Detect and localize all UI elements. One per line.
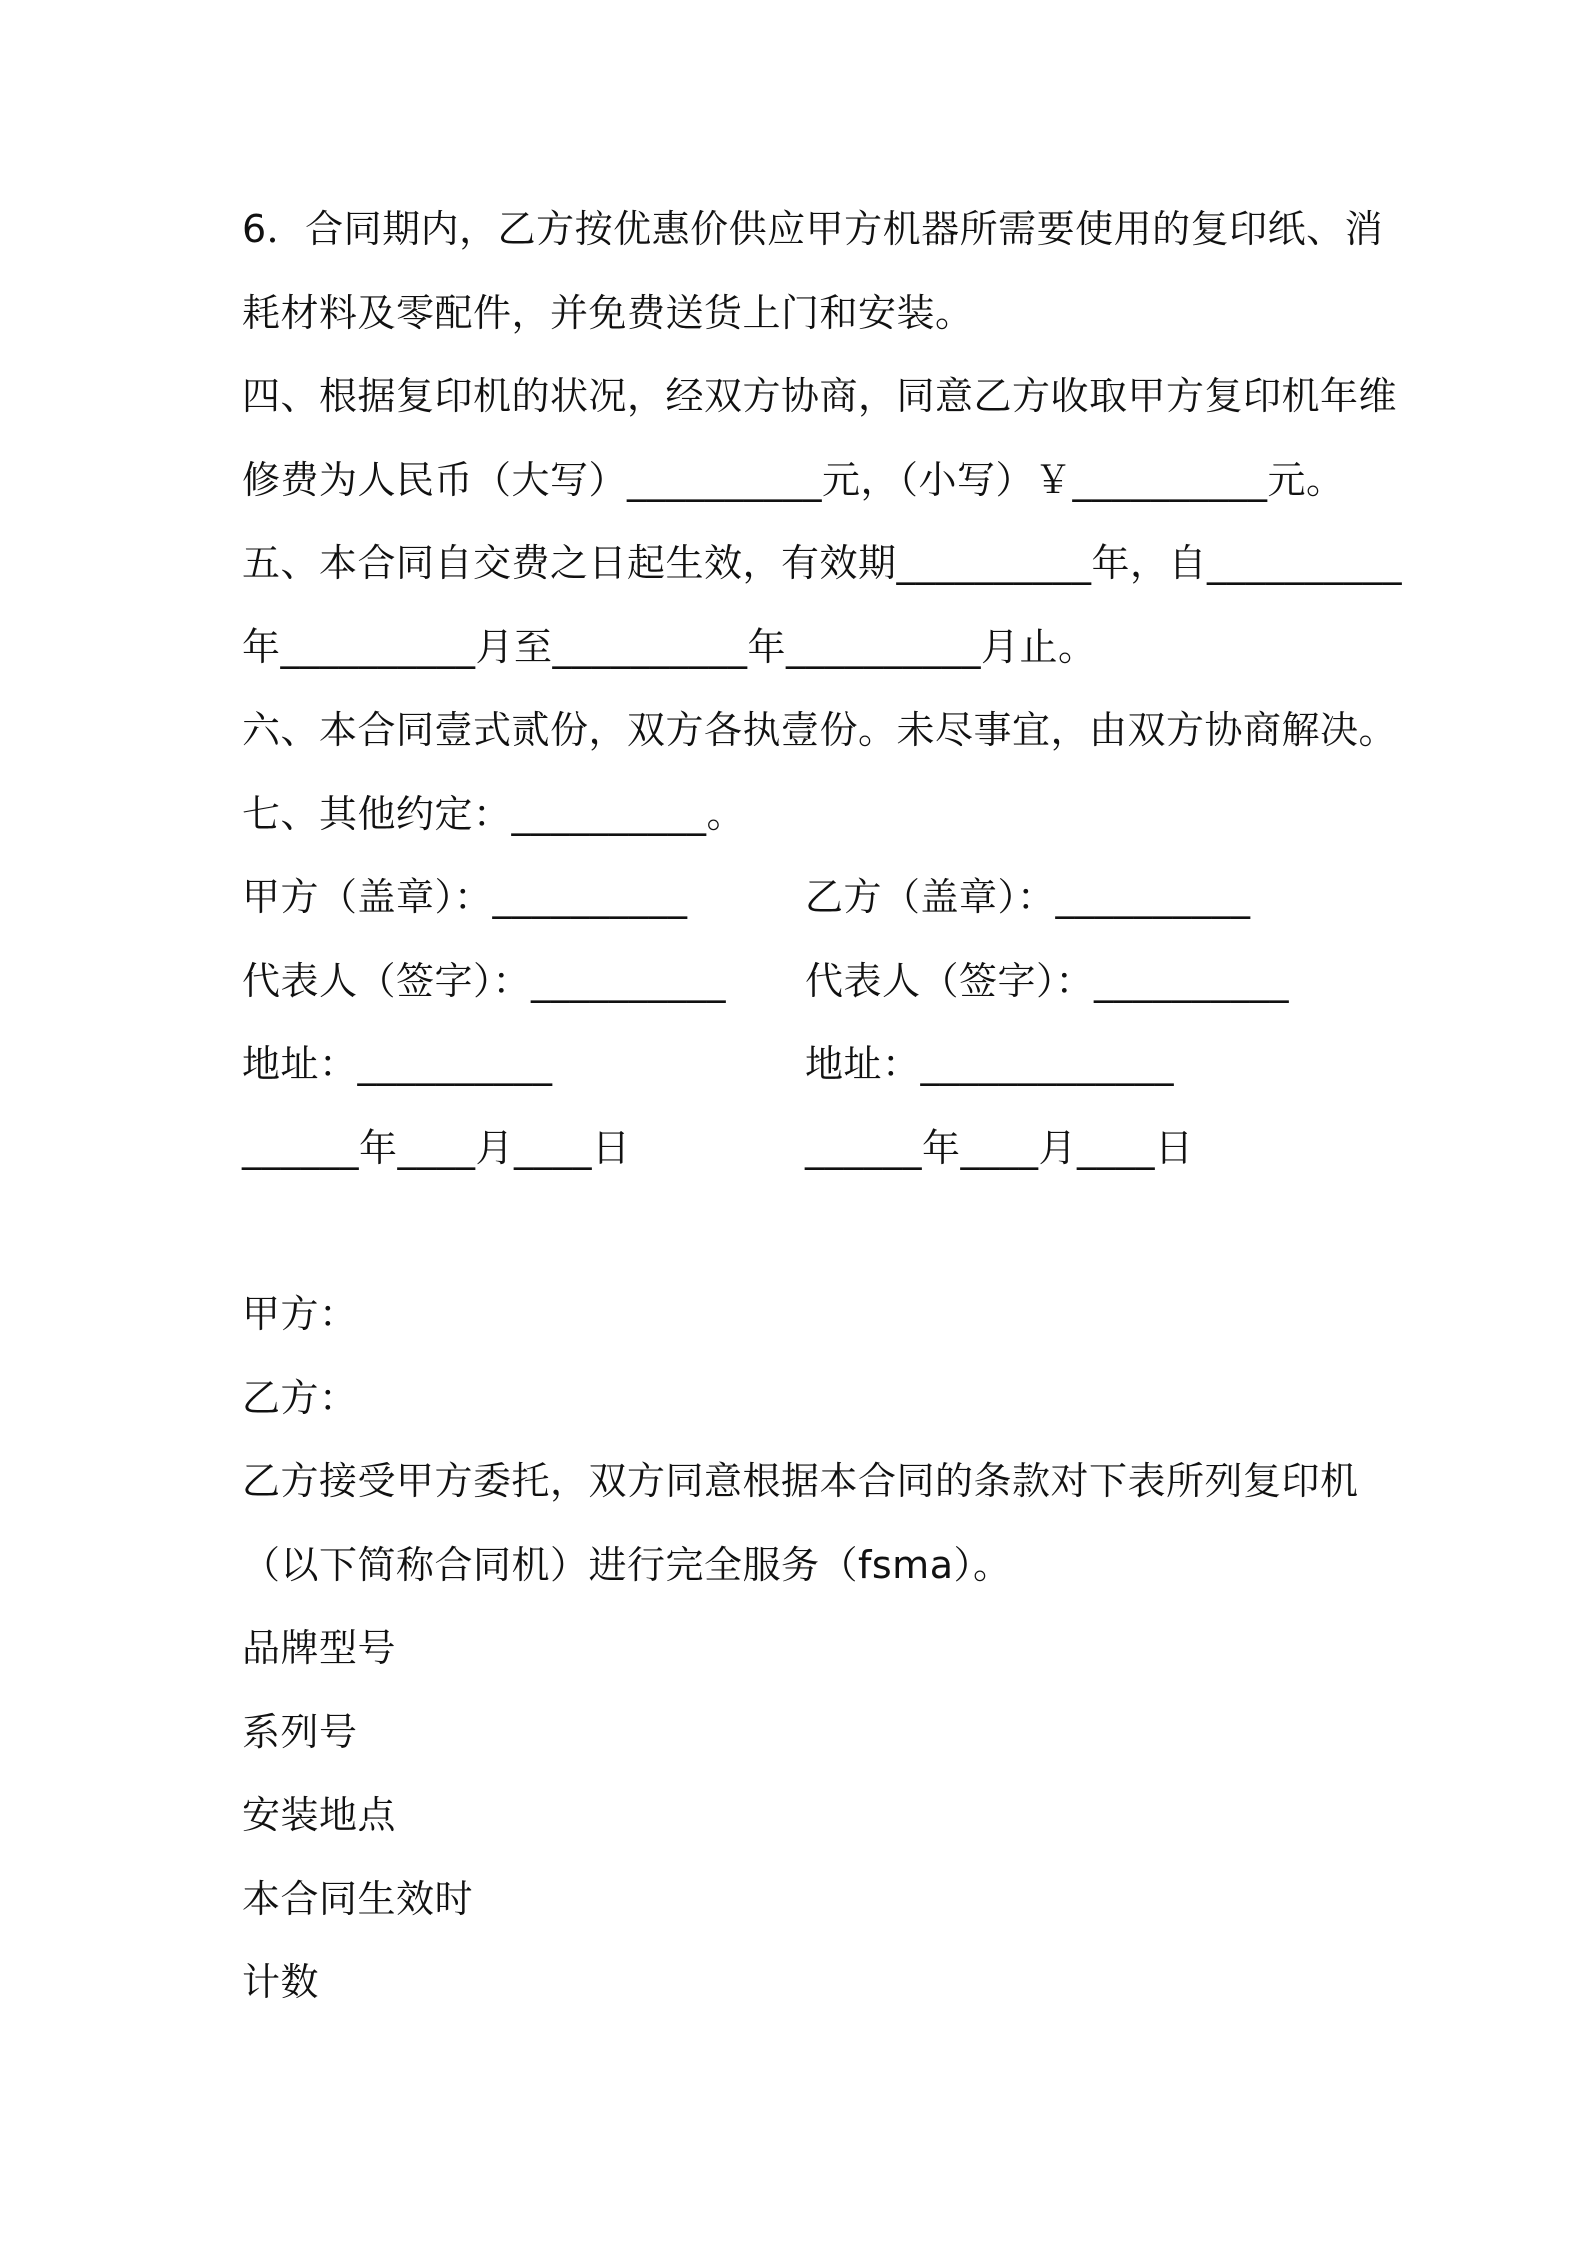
party-a-date: ______年____月____日 [242, 1126, 631, 1170]
party-b-seal: 乙方（盖章）：__________ [805, 875, 1251, 919]
clause-6-cn: 六、本合同壹式贰份，双方各执壹份。未尽事宜，由双方协商解决。 [242, 708, 1398, 752]
field-serial-number: 系列号 [242, 1710, 358, 1754]
clause-5-line-1: 五、本合同自交费之日起生效，有效期__________年，自__________ [242, 541, 1403, 585]
party-b-label: 乙方： [242, 1376, 358, 1420]
party-a-seal: 甲方（盖章）：__________ [242, 875, 688, 919]
intro-line-1: 乙方接受甲方委托，双方同意根据本合同的条款对下表所列复印机 [242, 1459, 1359, 1503]
party-b-representative: 代表人（签字）：__________ [805, 959, 1290, 1003]
clause-4-line-1: 四、根据复印机的状况，经双方协商，同意乙方收取甲方复印机年维 [242, 374, 1398, 418]
field-install-location: 安装地点 [242, 1793, 397, 1837]
party-a-representative: 代表人（签字）：__________ [242, 959, 727, 1003]
clause-6-line-2: 耗材料及零配件，并免费送货上门和安装。 [242, 291, 974, 335]
field-effective-time: 本合同生效时 [242, 1877, 474, 1921]
clause-5-line-2: 年__________月至__________年__________月止。 [242, 625, 1097, 669]
party-a-address: 地址：__________ [242, 1042, 553, 1086]
party-b-address: 地址：_____________ [805, 1042, 1175, 1086]
field-count: 计数 [242, 1960, 320, 2004]
party-b-date: ______年____月____日 [805, 1126, 1194, 1170]
clause-4-line-2: 修费为人民币（大写）__________元，（小写）￥__________元。 [242, 458, 1345, 502]
field-brand-model: 品牌型号 [242, 1626, 397, 1670]
party-a-label: 甲方： [242, 1292, 358, 1336]
intro-line-2: （以下简称合同机）进行完全服务（fsma）。 [242, 1543, 1012, 1587]
clause-6-line-1: 6．合同期内，乙方按优惠价供应甲方机器所需要使用的复印纸、消 [242, 207, 1384, 251]
clause-7: 七、其他约定：__________。 [242, 792, 746, 836]
